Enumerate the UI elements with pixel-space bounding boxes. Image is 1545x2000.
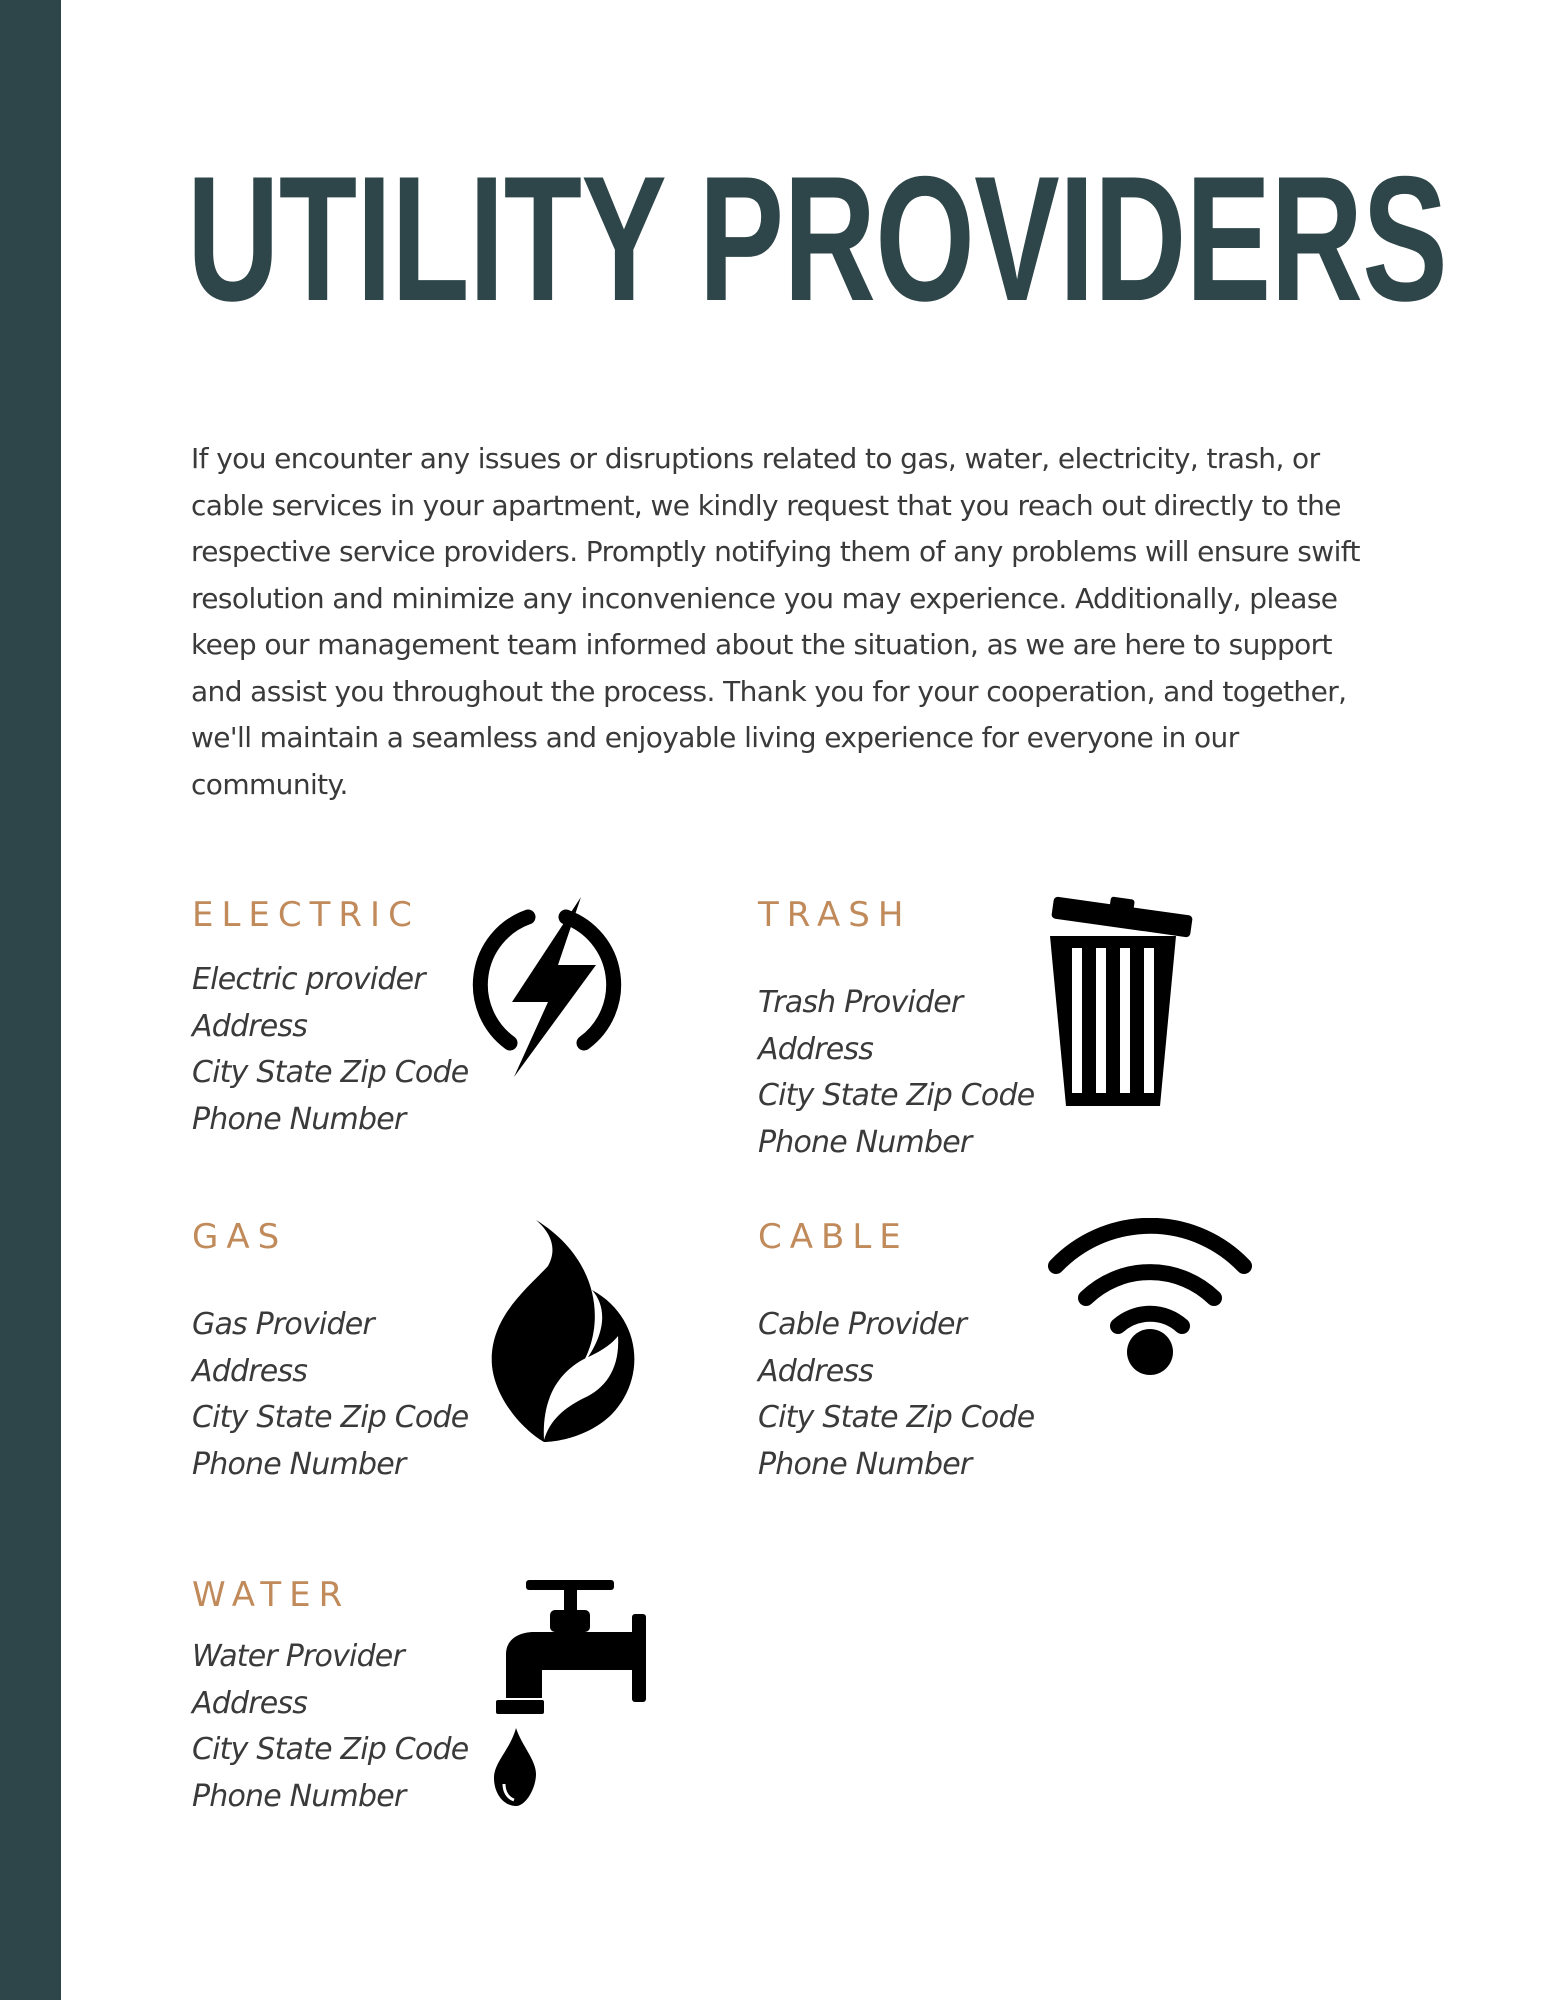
trash-city: City State Zip Code bbox=[758, 1078, 1035, 1113]
wifi-icon bbox=[1048, 1218, 1252, 1378]
cable-city: City State Zip Code bbox=[758, 1400, 1035, 1435]
trash-can-icon bbox=[1048, 896, 1194, 1108]
electric-address: Address bbox=[192, 1008, 308, 1044]
trash-phone: Phone Number bbox=[758, 1124, 972, 1160]
trash-details bbox=[758, 980, 1034, 1166]
electric-details bbox=[192, 957, 468, 1143]
electric-section bbox=[192, 895, 469, 1137]
water-faucet-icon bbox=[482, 1574, 662, 1810]
cable-phone: Phone Number bbox=[758, 1446, 972, 1482]
water-phone: Phone Number bbox=[192, 1778, 406, 1814]
water-section bbox=[192, 1575, 469, 1814]
water-address: Address bbox=[192, 1685, 308, 1721]
gas-address: Address bbox=[192, 1353, 308, 1389]
flame-icon bbox=[488, 1218, 644, 1444]
gas-provider: Gas Provider bbox=[192, 1307, 374, 1342]
trash-heading: TRASH bbox=[758, 895, 912, 935]
electric-provider: Electric provider bbox=[192, 962, 425, 997]
gas-details bbox=[192, 1302, 468, 1488]
cable-heading: CABLE bbox=[758, 1217, 909, 1257]
water-city: City State Zip Code bbox=[192, 1732, 469, 1767]
page-title: UTILITY PROVIDERS bbox=[187, 139, 1448, 338]
trash-provider: Trash Provider bbox=[758, 985, 963, 1020]
intro-paragraph: If you encounter any issues or disruptions related to gas, water, electricity, trash, or cable services in your apartment, we kindly request that you reach out directly to the respective service providers. Promptly notifying them of any problems will ensure swift resolution and minimize any inconvenience you may experience. Additionally, please keep our management team informed about the situation, as we are here to support and assist you throughout the process. Thank you for your cooperation, and together, we'll maintain a seamless and enjoyable living experience for everyone in our community. bbox=[191, 442, 1360, 801]
electric-city: City State Zip Code bbox=[192, 1055, 469, 1090]
water-heading: WATER bbox=[192, 1575, 351, 1615]
gas-phone: Phone Number bbox=[192, 1446, 406, 1482]
cable-provider: Cable Provider bbox=[758, 1307, 967, 1342]
side-bar bbox=[0, 0, 61, 2000]
electric-heading: ELECTRIC bbox=[192, 895, 420, 935]
water-details bbox=[192, 1634, 468, 1820]
trash-address: Address bbox=[758, 1031, 874, 1067]
cable-details bbox=[758, 1302, 1034, 1488]
cable-address: Address bbox=[758, 1353, 874, 1389]
cable-section bbox=[758, 1217, 1035, 1482]
gas-heading: GAS bbox=[192, 1217, 288, 1257]
trash-section bbox=[758, 895, 1035, 1160]
water-provider: Water Provider bbox=[192, 1639, 404, 1674]
gas-city: City State Zip Code bbox=[192, 1400, 469, 1435]
gas-section bbox=[192, 1217, 469, 1482]
electric-phone: Phone Number bbox=[192, 1101, 406, 1137]
lightning-icon bbox=[466, 895, 628, 1080]
